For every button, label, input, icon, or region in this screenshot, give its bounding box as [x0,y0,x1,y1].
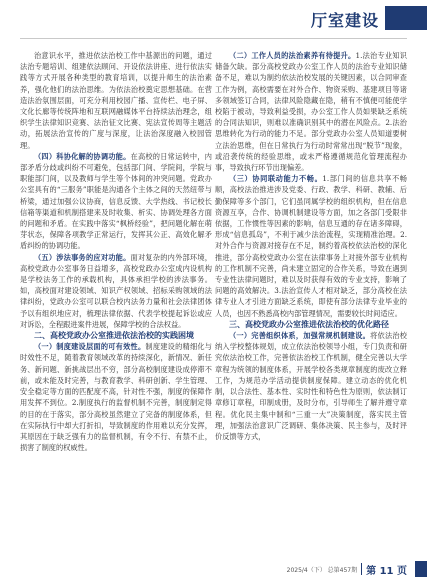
paragraph [20,252,212,330]
paragraph [215,173,407,319]
paragraph: 治意识水平，推进依法治校工作中基源出的问题，通过法治专题培训、组建依法顾问、开设依法讲座、进行依法实践等方式开展各种类型的教育培训，以提升师生的法治素养，强化他们的法治思维。为依法治校奠定思想基础。在营造法治氛围层面，可充分利用校园广播、宣传栏、电子屏、文化长廊等传统阵地和互联网融媒体平台持续法治理念，组织学生法律知识竞赛、法治征文比赛、宪法宣传周等主题活动，拓展法治宣传的广度与深度，让法治深度融入校园管理。 [20,51,212,150]
subheading: （一）制度建设层面的可有效性。 [34,342,146,352]
footer-divider [361,563,362,575]
paragraph-text: 面对复杂的内外部环境，高校党政办公室事务日益增多，高校党政办公室成内设机构是学校法务工作的承载机构，具体承担学校的涉法事务。如，高校面对建设领域、知识产权领域、招标采购领域的法律纠纷，党政办公室可以联合校内法务力量和社会法律团体予以有组织地应对，梳理法律依据、代表学校提起诉讼或应对诉讼，全程跟进案件进展，保障学校的合法权益。 [20,252,212,329]
footer-color-bar [415,561,427,577]
section-color-bar [385,6,427,30]
paragraph [20,341,212,453]
subheading: （五）涉法事务的应对功能。 [34,252,131,262]
paragraph-text: 1.部门间的信息共享不畅顺，高校法治推进涉及党委、行政、教学、科研、教辅、后勤保障等多个部门，它们虽同属学校的组织机构，但在信息资源互享，合作、协调机制建设等方面，加之各部门受限非依据，工作惯性等因素的影响，信息互通的存在诸多障碍，形成“信息孤岛”，不利于减少法治流程，实现精准治理。2.对外合作与资源对接存在不足，制约着高校依法治校的深化推进，部分高校党政办公室在法律事务上对接外部专业机构的工作机制不完善，尚未建立固定的合作关系，导致在遇到专业性法律问题时，难以及时获得有效的专业支持，影响了问题的高效解决。3.法治宣传人才相对缺乏，部分高校在法律专业人才引进方面缺乏系统，即使有部分法律专业毕业的人员，也因不熟悉高校内部管理情况，需要较长时间适应。 [215,174,407,318]
section-heading: 二、高校党政办公室推进依法治校的实践困境 [34,331,194,341]
paragraph-text: 1.法治专业知识储备欠缺。部分高校党政办公室工作人员的法治专业知识储备不足，难以为制约依法治校发展的关键因素，以合同审查工作为例，高校需要在对外合作、物资采购、基建项目等诸多领域签订合同，法律风险隐藏在隐，稍有不慎便可能使学校陷于被动，导致利益受损，办公室工作人员如果缺乏系统的合同法知识，则难以准确识别其中的潜在风险点。2.法治思维转化为行动的能力不足。部分党政办公室人员知道要树立法治思维，但在日常执行为行动时常常出现“脱节”现象，或沿袭传统的经验思维，或未严格遵循规范化管理流程办事，导致执行环节出现偏差。 [215,51,407,173]
paragraph-text: 制度建设的精细化与时效性不足，随着教育领域改革的持续深化，新情况、新任务、新问题、新挑战层出不穷，部分高校制度建设成停滞不前，或未能及时完善，与教育教学、科研创新、学生管理、安全稳定等方面的匹配度不高，针对性不强，制度的保障作用发挥不到位。2.制度执行的监督机制不完善，制度制定得的目的在于落实，部分高校虽然建立了完备的制度体系，但在实际执行中却大打折扣，导致制度的作用难以充分发挥，其原因在于缺乏强有力的监督机制，有令不行、有禁不止，损害了制度的权威性。 [20,342,212,453]
page-header [0,0,427,45]
page-footer [287,561,407,577]
paragraph [20,151,212,252]
issue-info: 2025/4（下） 总第457期 [286,566,358,574]
left-column [20,50,212,453]
paragraph [215,330,407,442]
paragraph-text: 将依法治校纳入学校整体规划，成立依法治校领导小组，专门负责和研究依法治校工作，完善依法治校工作机制，健全完善以大学章程为统领的制度体系，开展学校各类规章制度的废改立释工作，为规范办学活动提供制度保障。建立动态的优化机制，以合法性、基本性、实时性和特色性为原则，依法制订章修订章程，印制成册，及时分布，引导师生了解并遵守章程。优化民主集中制和“三重一大”决策制度，落实民主管理，加强法治意识广泛调研、集体决策、民主参与，及时评价反馈等方式， [215,331,407,441]
subheading: （四）科协化解的协调功能。 [34,151,131,161]
right-column [215,50,407,442]
subheading: （三）协同联动能力不畅。 [229,174,323,184]
section-title: 厅室建设 [310,11,379,30]
subheading: （二）工作人员的法治素养有待提升。 [229,51,356,60]
subheading: （一）完善组织体系，加强常规机制建设。 [229,331,371,341]
page-number: 第 11 页 [366,565,407,577]
paragraph-text: 在高校的日常运转中，内部矛盾分歧或纠纷不可避免，包括部门间、学院间，学院与职能部门间，以及教师与学生等个体间的冲突问题。党政办公室具有的“三服务”职能是沟通各个主体之间的天然纽带与桥梁，通过加强公议协商，信息反馈、大学热线、书记校长信箱等渠道和机制搭建来及时收集、析实、协调处理各方面的问题和矛盾。在实践中落实“枫桥经验”，把问题化解在萌芽状态，保障各项教学正常运行，发挥其公正、高效化解矛盾纠纷的协调功能。 [20,151,212,251]
paragraph [215,50,407,173]
section-heading: 三、高校党政办公室推进依法治校的优化路径 [229,319,389,329]
header-rule [20,38,407,39]
